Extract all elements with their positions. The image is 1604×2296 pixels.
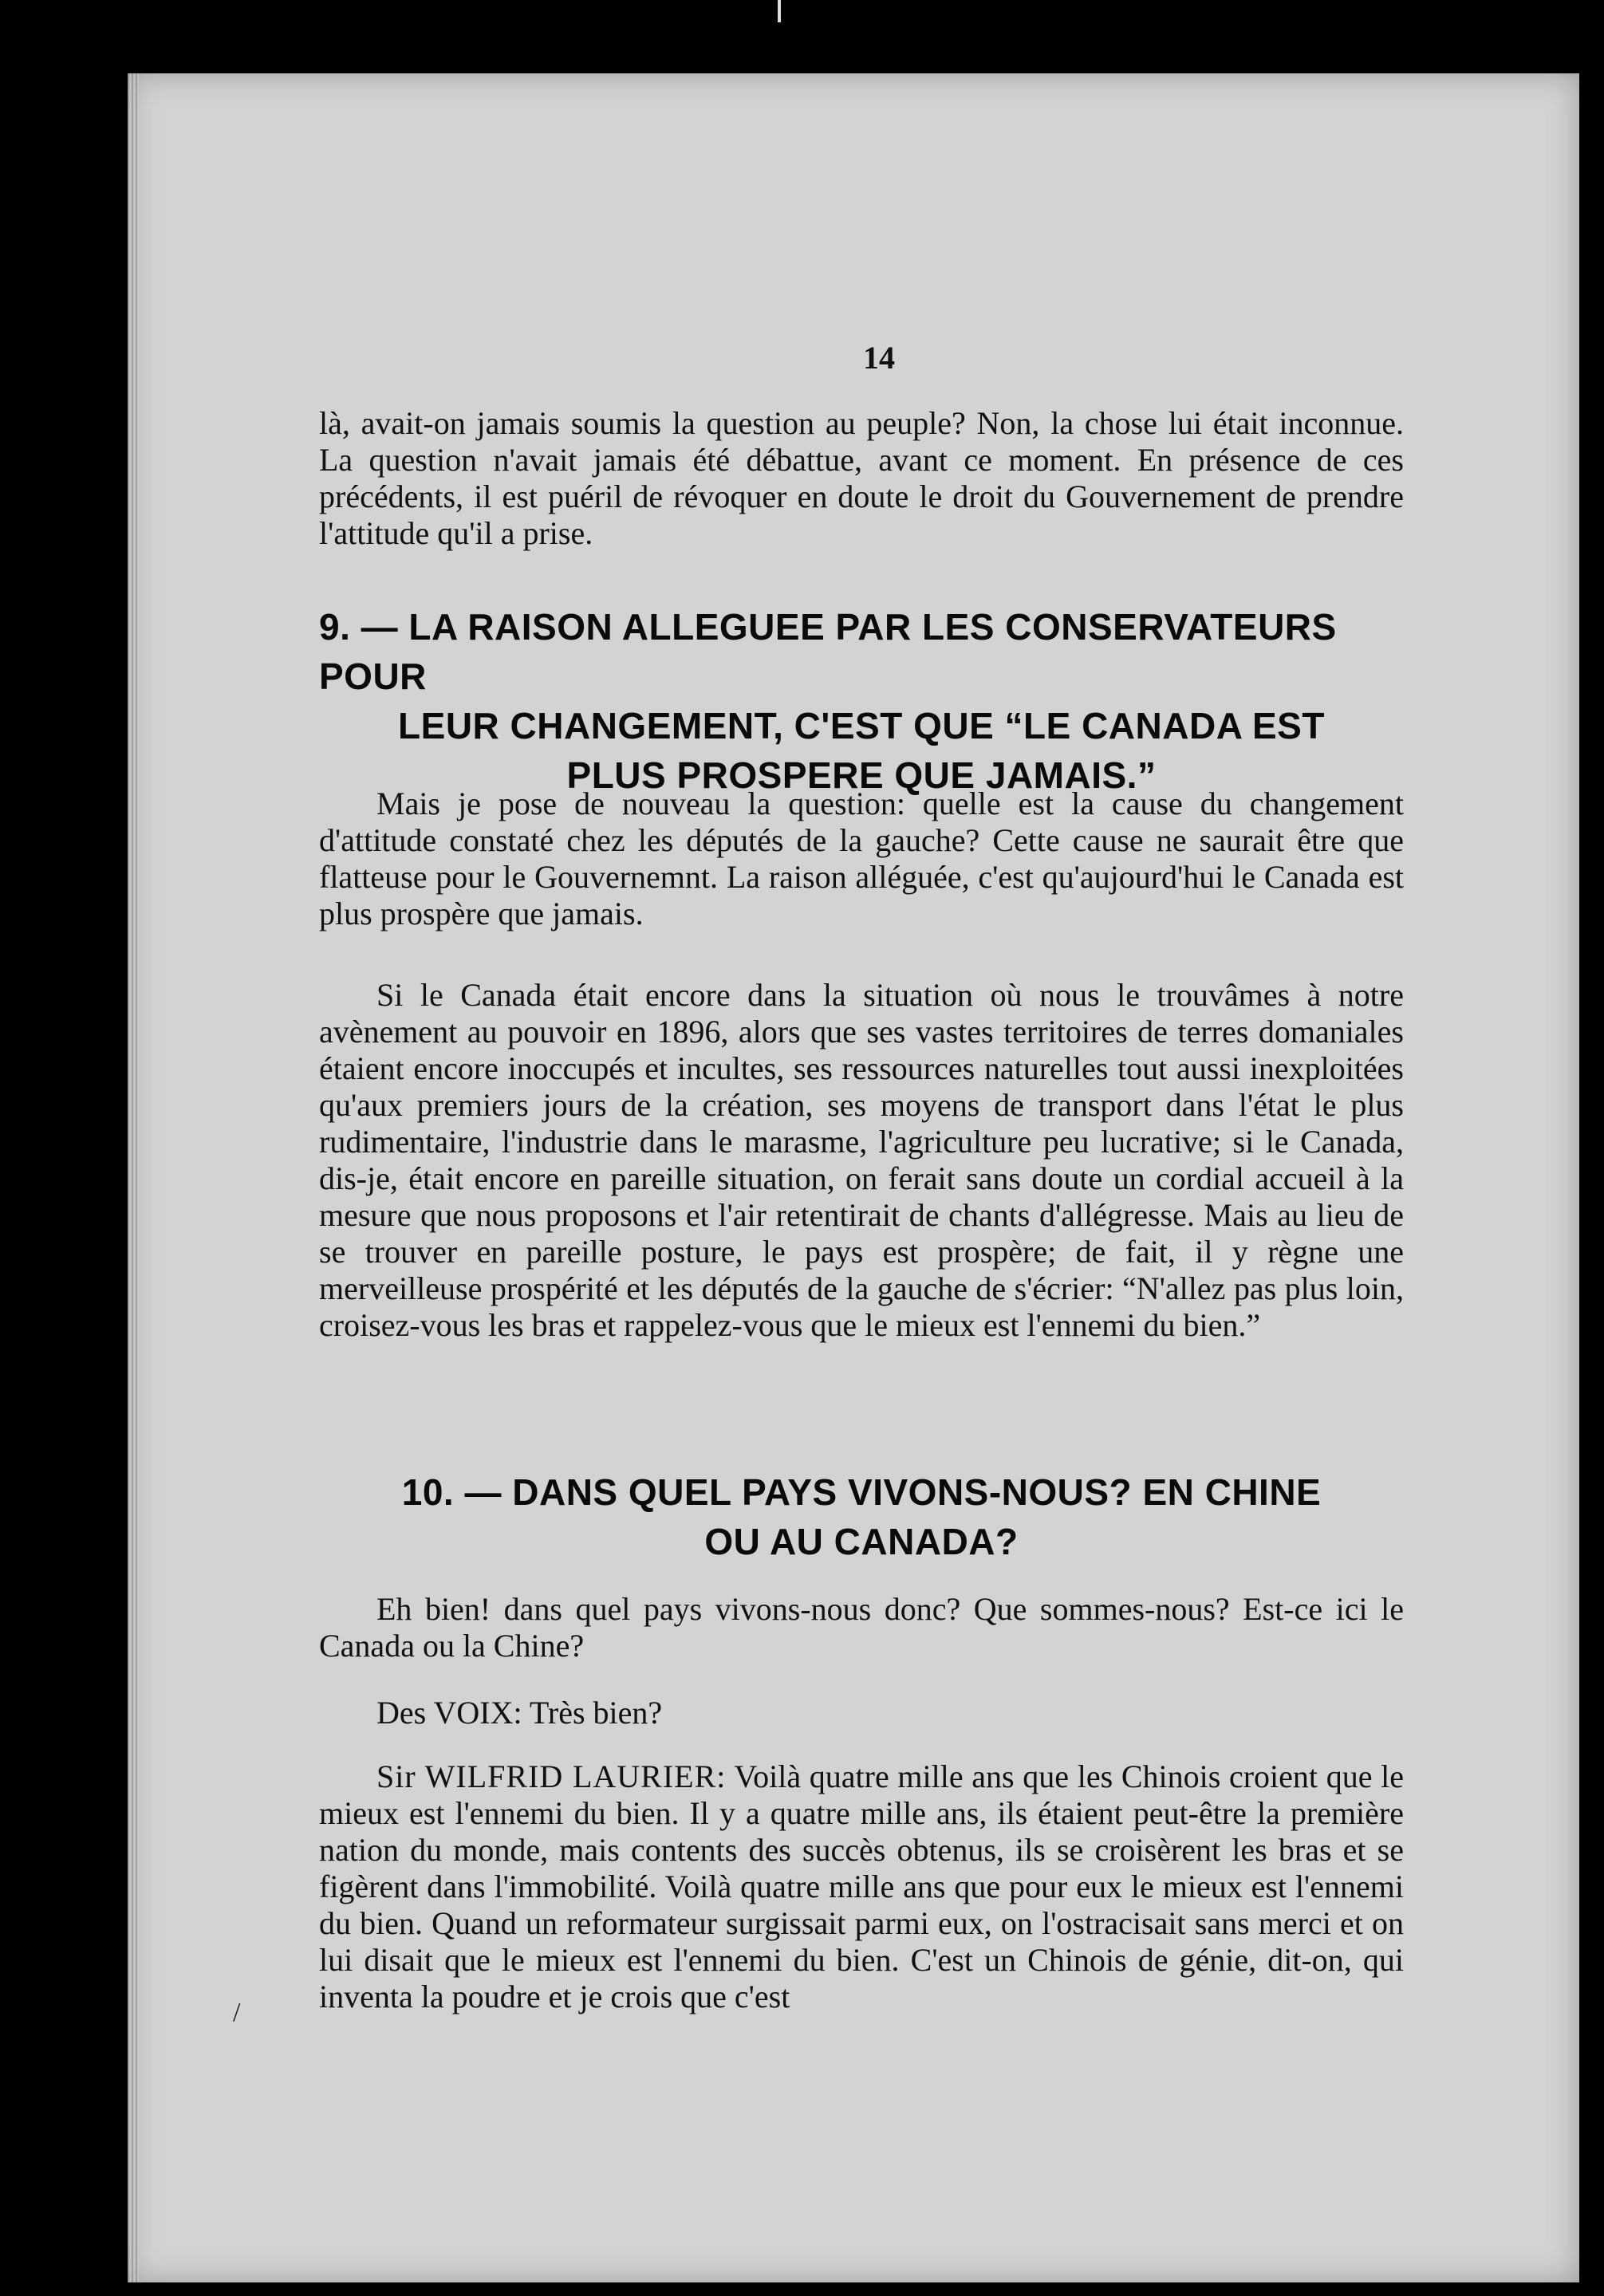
paragraph	[319, 977, 1404, 1344]
section-heading-10	[319, 1467, 1404, 1566]
section-heading-9	[319, 602, 1404, 800]
paragraph	[319, 786, 1404, 932]
margin-mark: /	[233, 1998, 241, 2027]
paragraph-text: Mais je pose de nouveau la question: quelle est la cause du changement d'attitude constaté chez les députés de la gauche? Cette cause ne saurait être que flatteuse pour le Gouvernemnt. La raison alléguée, c'est qu'aujourd'hui le Canada est plus prospère que jamais.	[319, 786, 1404, 931]
scan-artifact	[778, 0, 781, 22]
paragraph	[319, 1695, 1404, 1731]
paragraph-text: Eh bien! dans quel pays vivons-nous donc? Que sommes-nous? Est-ce ici le Canada ou la Chine?	[319, 1591, 1404, 1664]
heading-line: 10. — DANS QUEL PAYS VIVONS-NOUS? EN CHINE	[401, 1471, 1322, 1513]
paragraph	[319, 1591, 1404, 1664]
page-number: 14	[863, 340, 895, 376]
page-binding-edge	[128, 73, 139, 2282]
speech-text: Voilà quatre mille ans que les Chinois croient que le mieux est l'ennemi du bien. Il y a quatre mille ans, ils étaient peut-être la première nation du monde, mais contents des succès obtenus, ils se croisèrent les bras et se figèrent dans l'immobilité. Voilà quatre mille ans que pour eux le mieux est l'ennemi du bien. Quand un reformateur surgissait parmi eux, on l'ostracisait sans merci et on lui disait que le mieux est l'ennemi du bien. C'est un Chinois de génie, dit-on, qui inventa la poudre et je crois que c'est	[319, 1758, 1405, 2014]
paragraph	[319, 1758, 1404, 2015]
heading-line: OU AU CANADA?	[704, 1521, 1019, 1562]
heading-line: 9. — LA RAISON ALLEGUEE PAR LES CONSERVATEURS POUR	[319, 606, 1337, 697]
interjection: Des VOIX: Très bien?	[376, 1695, 663, 1731]
paragraph-text: là, avait-on jamais soumis la question au peuple? Non, la chose lui était inconnue. La question n'avait jamais été débattue, avant ce moment. En présence de ces précédents, il est puéril de révoquer en doute le droit du Gouvernement de prendre l'attitude qu'il a prise.	[319, 405, 1404, 551]
speaker-name: Sir WILFRID LAURIER:	[376, 1758, 727, 1794]
paragraph-text: Si le Canada était encore dans la situation où nous le trouvâmes à notre avènement au pouvoir en 1896, alors que ses vastes territoires de terres domaniales étaient encore inoccupés et incultes, ses ressources naturelles tout aussi inexploitées qu'aux premiers jours de la création, ses moyens de transport dans l'état le plus rudimentaire, l'industrie dans le marasme, l'agriculture peu lucrative; si le Canada, dis-je, était encore en pareille situation, on ferait sans doute un cordial accueil à la mesure que nous proposons et l'air retentirait de chants d'allégresse. Mais au lieu de se trouver en pareille posture, le pays est prospère; de fait, il y règne une merveilleuse prospérité et les députés de la gauche de s'écrier: “N'allez pas plus loin, croisez-vous les bras et rappelez-vous que le mieux est l'ennemi du bien.”	[319, 977, 1404, 1343]
heading-line: LEUR CHANGEMENT, C'EST QUE “LE CANADA EST	[398, 705, 1325, 746]
paragraph-continued	[319, 405, 1404, 552]
paragraph-text	[319, 1758, 1404, 2015]
heading-line: PLUS PROSPERE QUE JAMAIS.”	[566, 754, 1157, 796]
